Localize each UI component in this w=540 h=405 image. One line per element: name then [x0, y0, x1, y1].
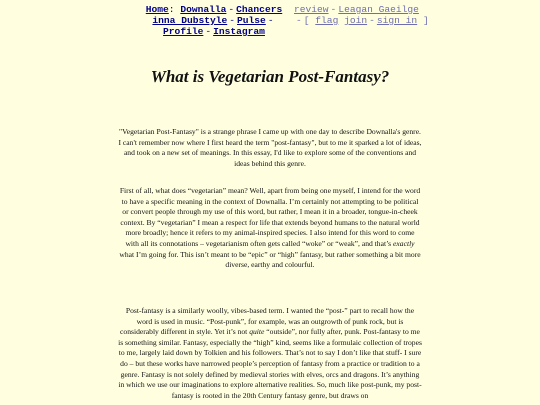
nav-separator: - — [228, 4, 235, 15]
nav-link-home[interactable]: Home — [145, 4, 169, 15]
nav-link-sign-in[interactable]: sign in — [376, 15, 418, 26]
nav-link-leagan-gaeilge[interactable]: Leagan Gaeilge — [338, 4, 419, 15]
main-nav — [138, 4, 290, 37]
nav-bracket-open: [ — [303, 15, 310, 26]
intro-paragraph: "Vegetarian Post-Fantasy" is a strange phrase I came up with one day to describe Downalla's genre. I can't remember now where I first heard the term "post-fantasy", but to me it sparked a lot of ideas, and took on a new set of meanings. In this essay, I'd like to explore some of the conventions and ideas behind this genre. — [118, 127, 422, 168]
nav-link-profile[interactable]: Profile — [163, 26, 204, 37]
nav-separator: - — [330, 4, 337, 15]
nav-link-instagram[interactable]: Instagram — [213, 26, 265, 37]
vegetarian-paragraph — [118, 186, 422, 271]
nav-separator: - — [296, 15, 302, 26]
nav-separator: - — [369, 15, 375, 26]
page-title: What is Vegetarian Post-Fantasy? — [150, 67, 390, 86]
nav-link-downalla[interactable]: Downalla — [180, 4, 227, 15]
paragraph-text: Post-fantasy is a similarly woolly, vibes-based term. I wanted the “post-” part to recall how the word is used in music. “Post-punk”, for example, was an outgrowth of punk rock, but is considerably different in style. Yet it’s not — [120, 306, 415, 337]
paragraph-text: what I’m going for. This isn’t meant to be “epic” or “high” fantasy, but rather something a bit more diverse, earthy and colourful. — [119, 249, 421, 270]
nav-separator: - — [267, 15, 274, 26]
nav-link-join[interactable]: join — [344, 15, 368, 26]
nav-link-flag[interactable]: flag — [315, 15, 339, 26]
emphasis-text: quite — [249, 327, 265, 337]
paragraph-text: “outside”, nor fully after, punk. Post-fantasy to me is something similar. Fantasy, especially the “high” kind, seems like a formulaic collection of tropes to me, largely laid down by Tolkien and his followers. That’s not to say I don’t like that stuff- I sure do – but these works have narrowed people’s perception of fantasy from a practice or tradition to a genre. Fantasy is not solely defined by medieval stories with elves, orcs and dragons. It’s anything in which we use our imaginations to explore alternative realities. So, much like post-punk, my post-fantasy is rooted in the 20th Century fantasy genre, but draws on — [118, 327, 422, 400]
nav-bracket-close: ] — [422, 15, 429, 26]
post-fantasy-paragraph — [118, 306, 422, 401]
nav-link-review[interactable]: review — [294, 4, 329, 15]
nav-separator: - — [229, 15, 236, 26]
emphasis-text: exactly — [393, 238, 415, 248]
secondary-nav — [294, 4, 454, 26]
nav-separator: - — [205, 26, 212, 37]
nav-link-chancers-inna-dubstyle[interactable]: Chancers inna Dubstyle — [152, 4, 283, 26]
paragraph-text: First of all, what does “vegetarian” mean? Well, apart from being one myself, I intend for the word to have a specific meaning in the context of Downalla. I’m certainly not attempting to be political or convert people through my use of this word, but rather, I mean it in a broader, tongue-in-cheek context. By “vegetarian” I mean a respect for life that extends beyond humans to the natural world more broadly; hence it refers to my animal-inspired species. I also intend for this word to come with all its connotations – vegetarianism often gets called “woke” or “weak”, and that’s — [119, 186, 421, 248]
nav-link-pulse[interactable]: Pulse — [237, 15, 266, 26]
nav-colon: : — [168, 4, 175, 15]
